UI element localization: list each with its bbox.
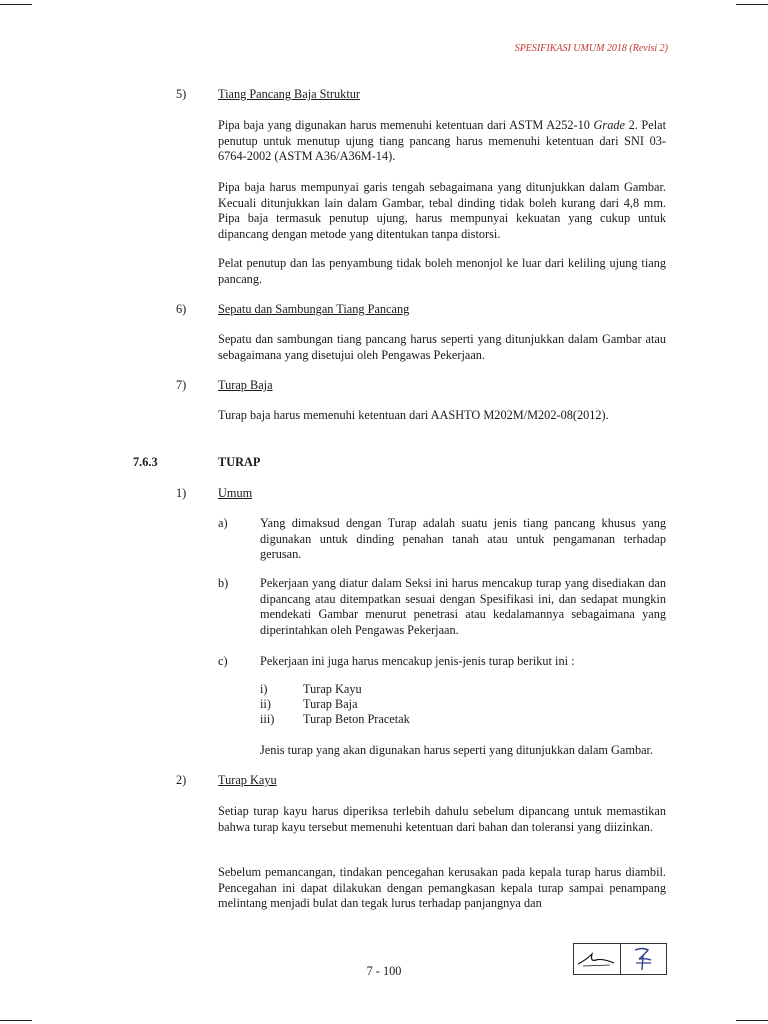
paragraph: Pipa baja harus mempunyai garis tengah sebagaimana yang ditunjukkan dalam Gambar. Kecuali ditunjukkan lain dalam Gambar, tebal dinding tidak boleh kurang dari 4,8 mm. Pipa baja termasuk penutup ujung, harus mempunyai kekuatan yang cukup untuk dipancang dengan metode yang ditentukan tanpa distorsi. (218, 180, 666, 241)
section-title: TURAP (218, 455, 261, 469)
item-title-7: Turap Baja (218, 378, 273, 392)
subitem-label-c: c) (218, 654, 228, 668)
subitem-text-c: Pekerjaan ini juga harus mencakup jenis-jenis turap berikut ini : (260, 654, 575, 668)
item-number-7: 7) (176, 378, 187, 392)
item-title-5: Tiang Pancang Baja Struktur (218, 87, 360, 101)
list-label: ii) (260, 697, 271, 711)
section-number: 7.6.3 (133, 455, 158, 469)
item-number-umum: 1) (176, 486, 187, 500)
subitem-label-b: b) (218, 576, 229, 590)
paragraph-part: 2. Pelat penutup untuk menutup ujung tiang pancang harus memenuhi ketentuan dari SNI 03-6764-2002 (ASTM A36/A36M-14). (218, 118, 666, 163)
item-number-kayu: 2) (176, 773, 187, 787)
paragraph (218, 118, 666, 165)
paragraph: Pelat penutup dan las penyambung tidak boleh menonjol ke luar dari keliling ujung tiang pancang. (218, 256, 666, 286)
paragraph: Turap baja harus memenuhi ketentuan dari AASHTO M202M/M202-08(2012). (218, 408, 609, 422)
italic-term: Grade (593, 118, 625, 132)
page-number: 7 - 100 (366, 964, 402, 978)
list-item: Turap Kayu (303, 682, 362, 696)
item-title-kayu: Turap Kayu (218, 773, 277, 787)
paragraph: Jenis turap yang akan digunakan harus seperti yang ditunjukkan dalam Gambar. (260, 743, 654, 757)
list-item: Turap Baja (303, 697, 358, 711)
crop-mark-top-right (736, 4, 768, 5)
paragraph: Sebelum pemancangan, tindakan pencegahan kerusakan pada kepala turap harus diambil. Pencegahan ini dapat dilakukan dengan pemangkasan kepala turap sampai penampang melintang menjadi bulat dan tegak lurus terhadap panjangnya dan (218, 865, 666, 910)
list-label: i) (260, 682, 268, 696)
item-title-6: Sepatu dan Sambungan Tiang Pancang (218, 302, 410, 316)
subitem-text-b: Pekerjaan yang diatur dalam Seksi ini harus mencakup turap yang disediakan dan dipancang atau ditempatkan sesuai dengan Spesifikasi ini, dan sedapat mungkin mendekati Gambar menurut penetrasi atau kedalamannya sebagaimana yang diperintahkan oleh Pengawas Pekerjaan. (260, 576, 666, 637)
item-number-5: 5) (176, 87, 187, 101)
item-number-6: 6) (176, 302, 187, 316)
subitem-text-a: Yang dimaksud dengan Turap adalah suatu jenis tiang pancang khusus yang digunakan untuk dinding penahan tanah atau untuk pengamanan terhadap gerusan. (260, 516, 666, 561)
paragraph: Setiap turap kayu harus diperiksa terlebih dahulu sebelum dipancang untuk memastikan bahwa turap kayu tersebut memenuhi ketentuan dari bahan dan toleransi yang diizinkan. (218, 804, 666, 834)
running-header: SPESIFIKASI UMUM 2018 (Revisi 2) (514, 43, 668, 54)
item-title-umum: Umum (218, 486, 253, 500)
list-label: iii) (260, 712, 275, 726)
paragraph: Sepatu dan sambungan tiang pancang harus seperti yang ditunjukkan dalam Gambar atau sebagaimana yang disetujui oleh Pengawas Pekerjaan. (218, 332, 666, 362)
crop-mark-top-left (0, 4, 32, 5)
subitem-label-a: a) (218, 516, 228, 530)
paragraph-part: Pipa baja yang digunakan harus memenuhi ketentuan dari ASTM A252-10 (218, 118, 590, 132)
list-item: Turap Beton Pracetak (303, 712, 410, 726)
crop-mark-bottom-right (736, 1020, 768, 1021)
crop-mark-bottom-left (0, 1020, 32, 1021)
